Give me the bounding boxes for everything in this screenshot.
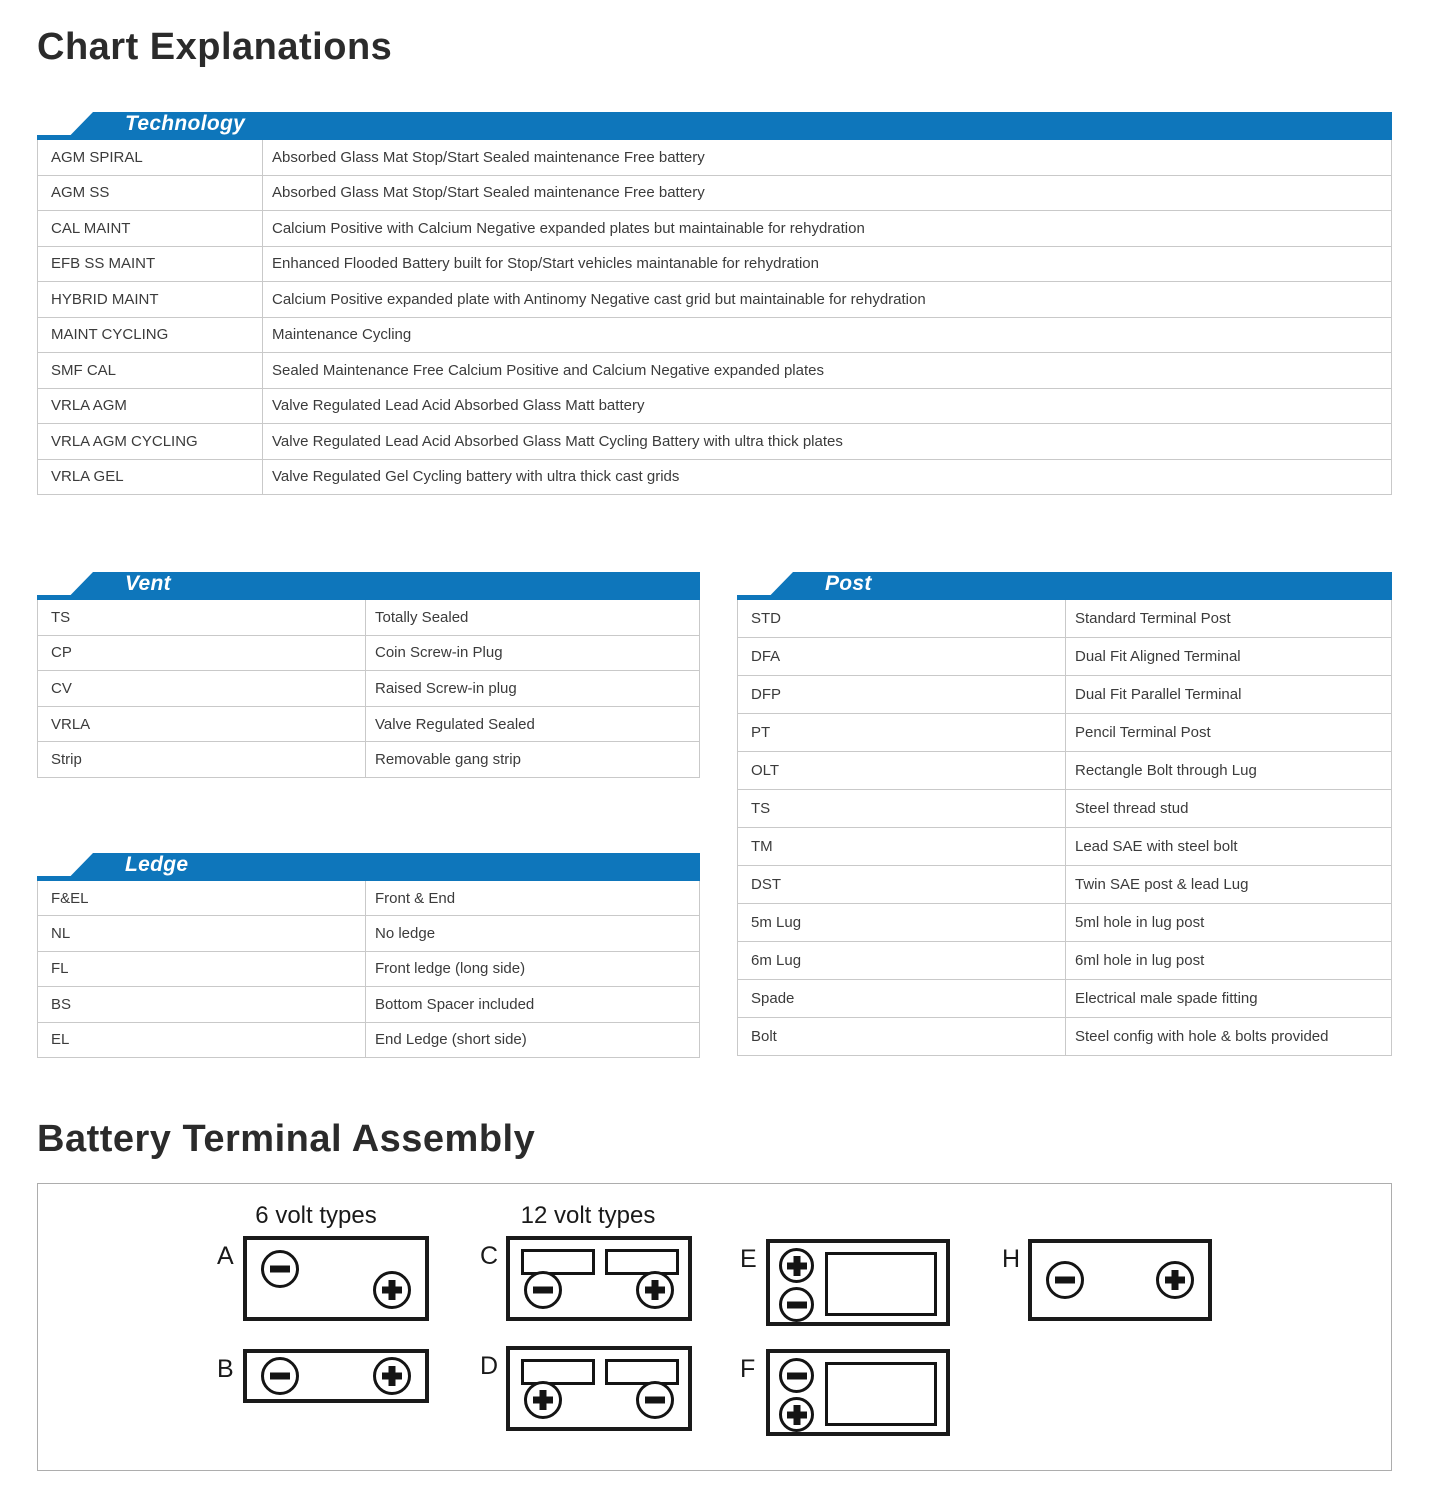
battery-type-letter: D: [480, 1352, 499, 1380]
code-cell: BS: [38, 987, 366, 1021]
code-cell: Strip: [38, 742, 366, 777]
code-cell: VRLA GEL: [38, 460, 263, 495]
table-row: [38, 353, 1391, 389]
description-cell: Valve Regulated Lead Acid Absorbed Glass Matt battery: [272, 397, 645, 415]
minus-terminal-icon: [779, 1287, 814, 1322]
ledge-header-label: Ledge: [125, 853, 189, 876]
minus-terminal-icon: [779, 1358, 814, 1393]
table-row: [38, 916, 699, 951]
code-cell: DFA: [738, 638, 1066, 675]
code-cell: TS: [38, 600, 366, 635]
table-row: [38, 1023, 699, 1058]
table-row: [738, 904, 1391, 942]
description-cell: Dual Fit Parallel Terminal: [1075, 686, 1242, 703]
vent-cap: [605, 1359, 679, 1385]
description-cell: Front & End: [375, 889, 456, 907]
vent-rows: [37, 600, 700, 778]
battery-type-f: [740, 1349, 950, 1436]
table-row: [38, 318, 1391, 354]
minus-terminal-icon: [1046, 1261, 1084, 1299]
battery-side-panel: [825, 1252, 937, 1316]
description-cell: Absorbed Glass Mat Stop/Start Sealed maintenance Free battery: [272, 148, 705, 166]
minus-terminal-icon: [261, 1357, 299, 1395]
battery-type-e: [740, 1239, 950, 1326]
description-cell: Bottom Spacer included: [375, 995, 535, 1013]
code-cell: SMF CAL: [38, 353, 263, 388]
code-cell: OLT: [738, 752, 1066, 789]
description-cell: Removable gang strip: [375, 751, 521, 769]
table-row: [738, 676, 1391, 714]
minus-terminal-icon: [261, 1250, 299, 1288]
battery-type-c: [480, 1236, 692, 1321]
vent-cap: [605, 1249, 679, 1275]
table-row: [38, 176, 1391, 212]
description-cell: Steel thread stud: [1075, 800, 1189, 817]
table-row: [738, 942, 1391, 980]
description-cell: Calcium Positive with Calcium Negative expanded plates but maintainable for rehydration: [272, 219, 865, 237]
plus-terminal-icon: [636, 1271, 674, 1309]
code-cell: DST: [738, 866, 1066, 903]
technology-header-banner: [37, 112, 1392, 140]
minus-terminal-icon: [524, 1271, 562, 1309]
ledge-table: [37, 853, 700, 1058]
table-row: [738, 866, 1391, 904]
code-cell: Bolt: [738, 1018, 1066, 1055]
description-cell: Maintenance Cycling: [272, 326, 412, 344]
battery-type-h: [1002, 1239, 1212, 1321]
description-cell: Twin SAE post & lead Lug: [1075, 876, 1249, 893]
description-cell: Lead SAE with steel bolt: [1075, 838, 1238, 855]
table-row: [38, 987, 699, 1022]
vent-cap: [521, 1249, 595, 1275]
table-row: [38, 600, 699, 636]
battery-assembly-diagram: [37, 1183, 1392, 1471]
post-rows: [737, 600, 1392, 1056]
table-row: [38, 742, 699, 778]
code-cell: 6m Lug: [738, 942, 1066, 979]
description-cell: Pencil Terminal Post: [1075, 724, 1211, 741]
table-row: [38, 952, 699, 987]
banner-notch: [37, 853, 93, 876]
description-cell: Calcium Positive expanded plate with Antinomy Negative cast grid but maintainable for rehydration: [272, 290, 926, 308]
table-row: [38, 881, 699, 916]
battery-type-letter: H: [1002, 1245, 1021, 1273]
vent-header-banner: [37, 572, 700, 600]
code-cell: CP: [38, 636, 366, 671]
table-row: [738, 980, 1391, 1018]
ledge-header-banner: [37, 853, 700, 881]
code-cell: HYBRID MAINT: [38, 282, 263, 317]
table-row: [738, 1018, 1391, 1056]
table-row: [38, 424, 1391, 460]
code-cell: VRLA AGM: [38, 389, 263, 424]
description-cell: Raised Screw-in plug: [375, 679, 517, 697]
description-cell: Steel config with hole & bolts provided: [1075, 1028, 1329, 1045]
battery-side-panel: [825, 1362, 937, 1426]
technology-table: [37, 112, 1392, 495]
battery-type-letter: C: [480, 1242, 499, 1270]
six-volt-group-label: 6 volt types: [255, 1202, 377, 1229]
banner-notch: [737, 572, 793, 595]
description-cell: Standard Terminal Post: [1075, 610, 1231, 627]
table-row: [738, 638, 1391, 676]
code-cell: FL: [38, 952, 366, 986]
description-cell: Dual Fit Aligned Terminal: [1075, 648, 1241, 665]
code-cell: NL: [38, 916, 366, 950]
code-cell: TM: [738, 828, 1066, 865]
plus-terminal-icon: [524, 1381, 562, 1419]
code-cell: PT: [738, 714, 1066, 751]
post-header-label: Post: [825, 572, 872, 595]
code-cell: MAINT CYCLING: [38, 318, 263, 353]
code-cell: F&EL: [38, 881, 366, 915]
code-cell: EFB SS MAINT: [38, 247, 263, 282]
description-cell: Absorbed Glass Mat Stop/Start Sealed maintenance Free battery: [272, 184, 705, 202]
description-cell: No ledge: [375, 925, 436, 943]
description-cell: Electrical male spade fitting: [1075, 990, 1258, 1007]
description-cell: Coin Screw-in Plug: [375, 644, 503, 662]
code-cell: 5m Lug: [738, 904, 1066, 941]
vent-header-label: Vent: [125, 572, 171, 595]
battery-type-d: [480, 1346, 692, 1431]
description-cell: Valve Regulated Sealed: [375, 715, 535, 733]
table-row: [38, 460, 1391, 496]
description-cell: Totally Sealed: [375, 608, 469, 626]
plus-terminal-icon: [1156, 1261, 1194, 1299]
code-cell: EL: [38, 1023, 366, 1057]
code-cell: TS: [738, 790, 1066, 827]
table-row: [38, 282, 1391, 318]
plus-terminal-icon: [373, 1357, 411, 1395]
code-cell: Spade: [738, 980, 1066, 1017]
plus-terminal-icon: [373, 1271, 411, 1309]
battery-type-b: [217, 1349, 429, 1403]
banner-notch: [37, 572, 93, 595]
table-row: [738, 790, 1391, 828]
description-cell: Valve Regulated Lead Acid Absorbed Glass Matt Cycling Battery with ultra thick plates: [272, 432, 843, 450]
table-row: [38, 140, 1391, 176]
description-cell: Enhanced Flooded Battery built for Stop/Start vehicles maintanable for rehydration: [272, 255, 819, 273]
table-row: [38, 247, 1391, 283]
battery-type-a: [217, 1236, 429, 1321]
battery-type-letter: B: [217, 1355, 234, 1383]
description-cell: Valve Regulated Gel Cycling battery with ultra thick cast grids: [272, 468, 680, 486]
banner-notch: [37, 112, 93, 135]
code-cell: CV: [38, 671, 366, 706]
table-row: [38, 211, 1391, 247]
minus-terminal-icon: [636, 1381, 674, 1419]
table-row: [38, 671, 699, 707]
table-row: [738, 752, 1391, 790]
post-header-banner: [737, 572, 1392, 600]
post-table: [737, 572, 1392, 1056]
description-cell: 6ml hole in lug post: [1075, 952, 1205, 969]
table-row: [38, 636, 699, 672]
battery-type-letter: A: [217, 1242, 234, 1270]
description-cell: Sealed Maintenance Free Calcium Positive and Calcium Negative expanded plates: [272, 361, 824, 379]
code-cell: CAL MAINT: [38, 211, 263, 246]
vent-cap: [521, 1359, 595, 1385]
battery-type-letter: E: [740, 1245, 757, 1273]
ledge-rows: [37, 881, 700, 1058]
code-cell: AGM SS: [38, 176, 263, 211]
vent-table: [37, 572, 700, 778]
description-cell: Rectangle Bolt through Lug: [1075, 762, 1257, 779]
twelve-volt-group-label: 12 volt types: [520, 1202, 656, 1229]
description-cell: 5ml hole in lug post: [1075, 914, 1205, 931]
description-cell: End Ledge (short side): [375, 1031, 527, 1049]
battery-type-letter: F: [740, 1355, 756, 1383]
plus-terminal-icon: [779, 1248, 814, 1283]
plus-terminal-icon: [779, 1397, 814, 1432]
technology-header-label: Technology: [125, 112, 246, 135]
battery-assembly-title: Battery Terminal Assembly: [37, 1118, 536, 1160]
description-cell: Front ledge (long side): [375, 960, 526, 978]
code-cell: AGM SPIRAL: [38, 140, 263, 175]
table-row: [738, 828, 1391, 866]
code-cell: STD: [738, 600, 1066, 637]
code-cell: VRLA: [38, 707, 366, 742]
code-cell: DFP: [738, 676, 1066, 713]
table-row: [38, 389, 1391, 425]
table-row: [738, 600, 1391, 638]
code-cell: VRLA AGM CYCLING: [38, 424, 263, 459]
table-row: [38, 707, 699, 743]
table-row: [738, 714, 1391, 752]
page-title: Chart Explanations: [37, 26, 393, 68]
technology-rows: [37, 140, 1392, 495]
